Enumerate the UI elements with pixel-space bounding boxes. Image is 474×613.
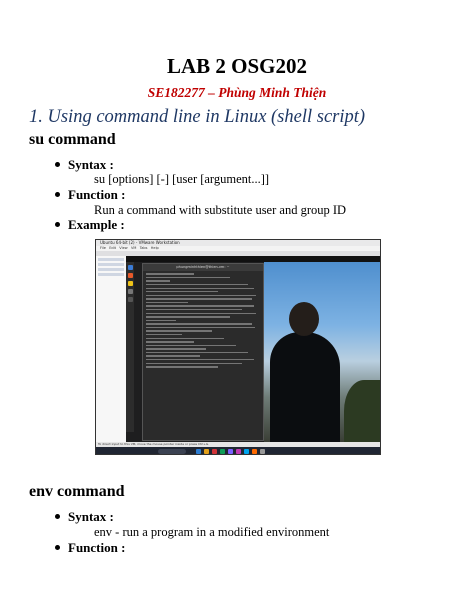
su-function-value: Run a command with substitute user and group ID: [94, 203, 347, 217]
student-subtitle: SE182277 – Phùng Minh Thiện: [147, 85, 327, 100]
env-syntax-bullet: [68, 509, 114, 525]
taskbar-search: [158, 449, 186, 454]
env-syntax-value: env - run a program in a modified environment: [94, 525, 330, 539]
bullet-icon: [55, 192, 60, 197]
vm-status-text: To direct input to this VM, move the mouse pointer inside or press Ctrl+G.: [98, 442, 210, 446]
su-function-label: Function :: [68, 187, 126, 202]
bullet-icon: [55, 162, 60, 167]
windows-taskbar: [96, 447, 380, 455]
env-syntax-label: Syntax :: [68, 509, 114, 524]
su-syntax-label: Syntax :: [68, 157, 114, 172]
env-function-bullet: [68, 540, 125, 556]
bullet-icon: [55, 545, 60, 550]
terminal-title: phungminhthien@thien-vm: ~: [176, 265, 230, 269]
example-screenshot: [95, 239, 381, 455]
su-example-label: Example :: [68, 217, 125, 232]
vm-menu-items: File Edit View VM Tabs Help: [100, 246, 159, 250]
document-title: LAB 2 OSG202: [166, 54, 308, 78]
wallpaper-photo: [264, 262, 381, 442]
vm-window-title: Ubuntu 64-bit (2) - VMware Workstation: [100, 240, 180, 245]
su-syntax-value: su [options] [-] [user [argument...]]: [94, 172, 270, 186]
vm-library-panel: [96, 256, 126, 442]
section-heading: 1. Using command line in Linux (shell script): [29, 107, 366, 127]
bullet-icon: [55, 514, 60, 519]
su-function-bullet: [68, 187, 125, 203]
terminal-window: [142, 263, 264, 441]
ubuntu-dock: [126, 262, 134, 432]
su-command-heading: su command: [29, 131, 116, 148]
bullet-icon: [55, 222, 60, 227]
env-command-heading: env command: [29, 483, 125, 500]
su-example-bullet: [68, 217, 125, 233]
terminal-header: [143, 264, 263, 271]
su-syntax-bullet: [68, 157, 114, 173]
env-function-label: Function :: [68, 540, 126, 555]
